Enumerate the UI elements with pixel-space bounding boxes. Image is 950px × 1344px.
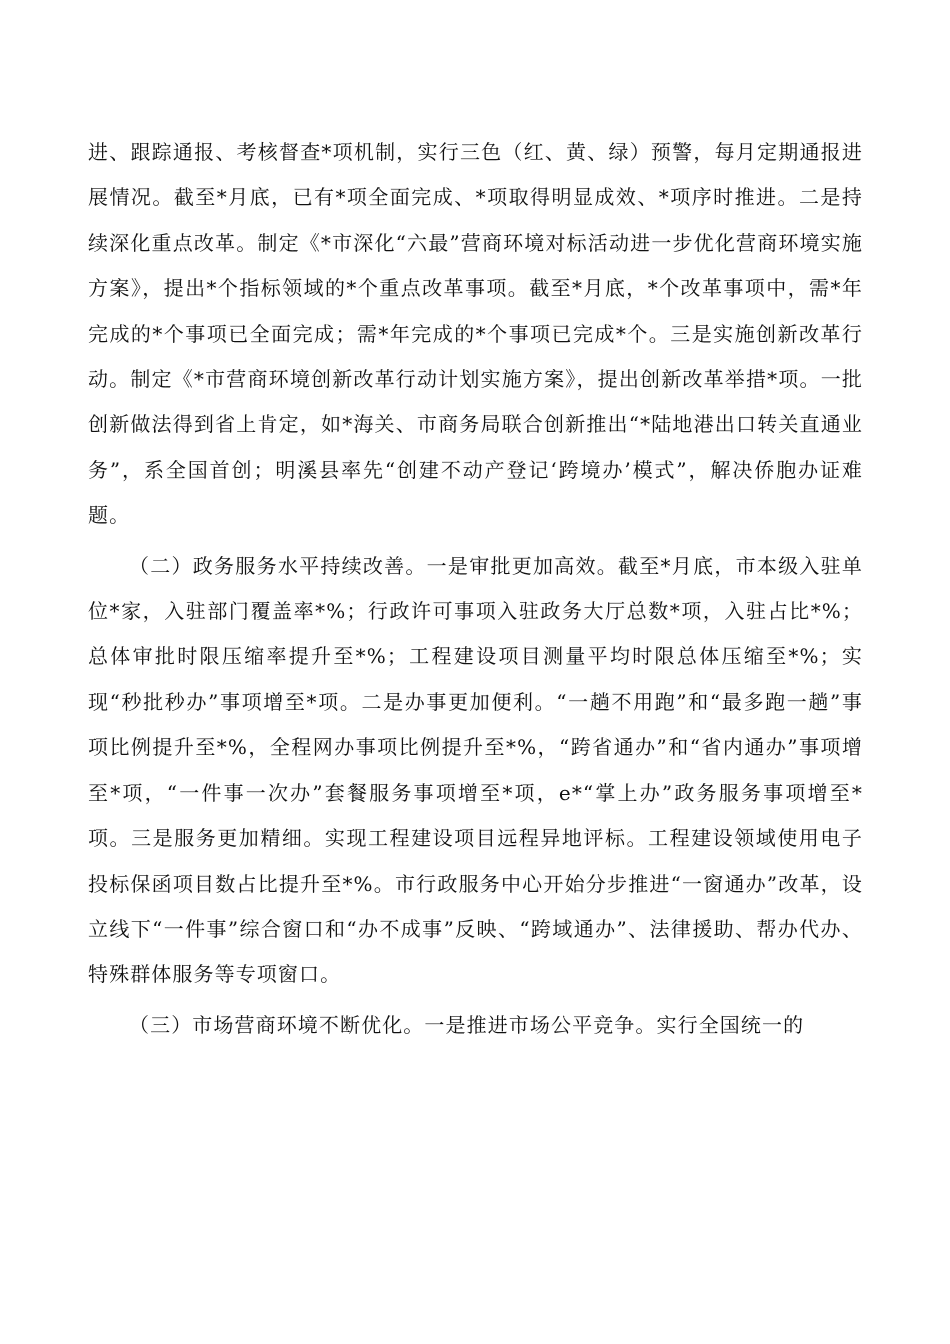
paragraph-2: （二）政务服务水平持续改善。一是审批更加高效。截至*月底，市本级入驻单位*家，入驻部门覆盖率*%；行政许可事项入驻政务大厅总数*项，入驻占比*%；总体审批时限压缩率提升至*%；工程建设项目测量平均时限总体压缩至*%；实现“秒批秒办”事项增至*项。二是办事更加便利。“一趟不用跑”和“最多跑一趟”事项比例提升至*%，全程网办事项比例提升至*%，“跨省通办”和“省内通办”事项增至*项，“一件事一次办”套餐服务事项增至*项，e*“掌上办”政务服务事项增至*项。三是服务更加精细。实现工程建设项目远程异地评标。工程建设领域使用电子投标保函项目数占比提升至*%。市行政服务中心开始分步推进“一窗通办”改革，设立线下“一件事”综合窗口和“办不成事”反映、“跨域通办”、法律援助、帮办代办、特殊群体服务等专项窗口。 [88, 553, 863, 987]
paragraph-3: （三）市场营商环境不断优化。一是推进市场公平竞争。实行全国统一的 [129, 1012, 805, 1037]
paragraph-1: 进、跟踪通报、考核督查*项机制，实行三色（红、黄、绿）预警，每月定期通报进展情况。截至*月底，已有*项全面完成、*项取得明显成效、*项序时推进。二是持续深化重点改革。制定《*市深化“六最”营商环境对标活动进一步优化营商环境实施方案》，提出*个指标领域的*个重点改革事项。截至*月底，*个改革事项中，需*年完成的*个事项已全面完成；需*年完成的*个事项已完成*个。三是实施创新改革行动。制定《*市营商环境创新改革行动计划实施方案》，提出创新改革举措*项。一批创新做法得到省上肯定，如*海关、市商务局联合创新推出“*陆地港出口转关直通业务”，系全国首创；明溪县率先“创建不动产登记‘跨境办’模式”，解决侨胞办证难题。 [88, 140, 863, 528]
document-body [88, 130, 863, 1048]
